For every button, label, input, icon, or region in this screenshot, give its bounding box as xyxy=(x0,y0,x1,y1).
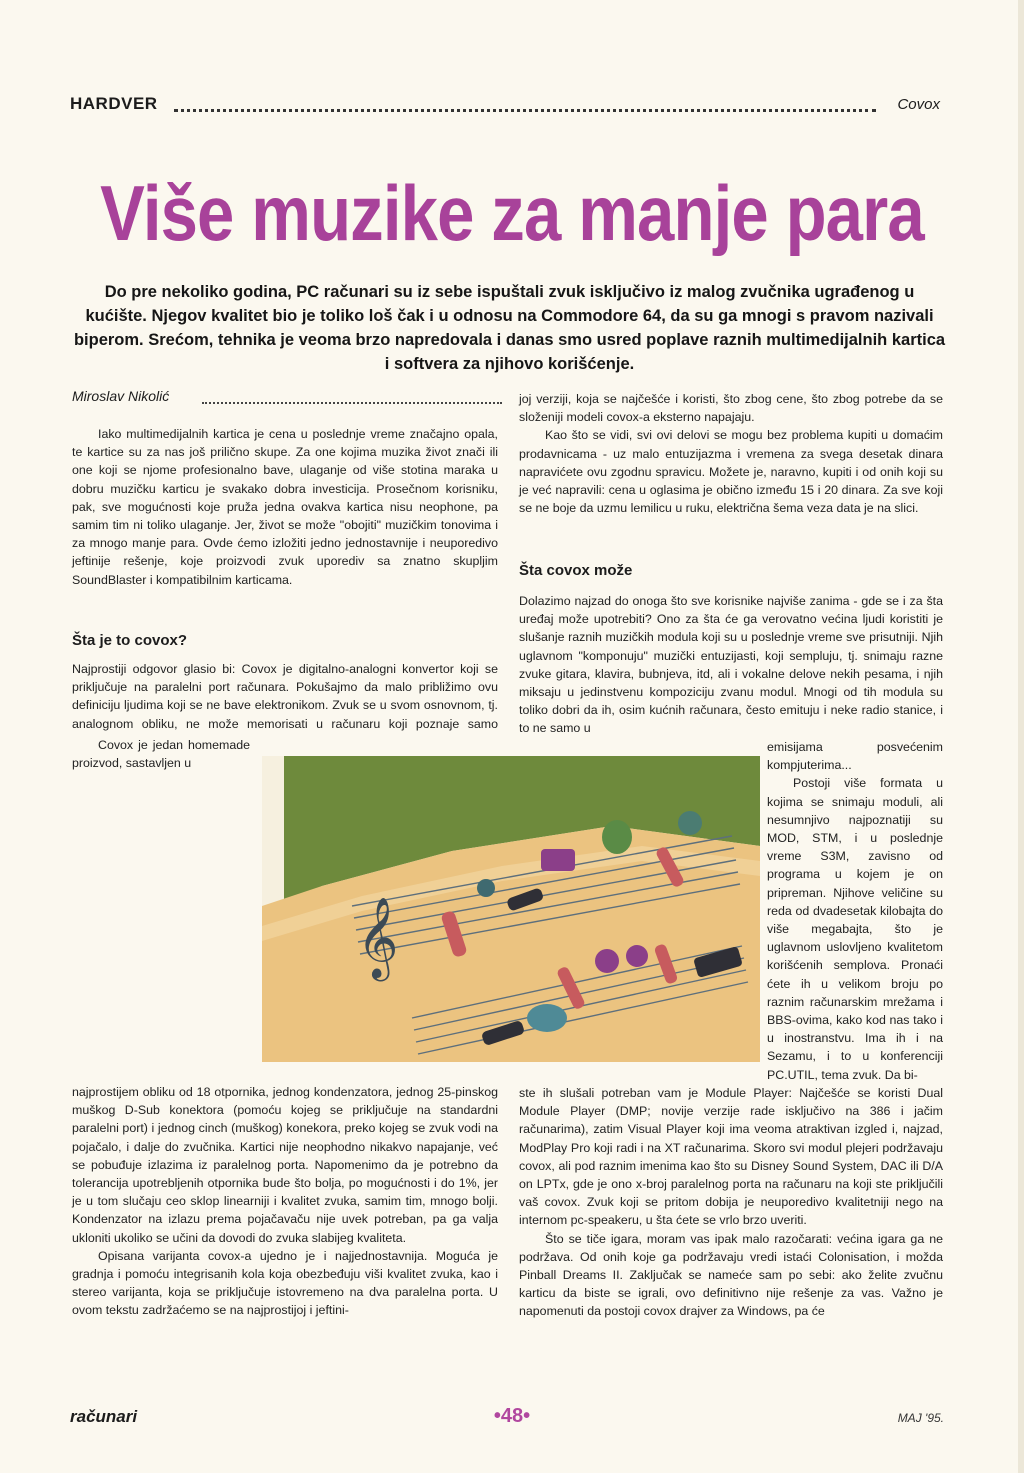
paragraph: emisijama posvećenim kompjuterima... xyxy=(767,740,943,773)
paragraph: joj verziji, koja se najčešće i koristi, što zbog cene, što zbog potrebe da se složeniji modeli covox-a eksterno napajaju. xyxy=(519,392,943,425)
paragraph: ste ih slušali potreban vam je Module Player: Najčešće se koristi Dual Module Player (DMP; novije verzije rade isključivo na 386 i jačim računarima), zatim Visual Player koji ima veoma atraktivan izgled i, najzad, ModPlay Pro koji radi i na XT računarima. Skoro svi modul plejeri podržavaju covox, ali pod raznim imenima kao što su Disney Sound System, DAC ili D/A on LPTx, gde je ono x-broj paralelnog porta na računaru na koji ste priključili vaš covox. Zvuk koji se pritom dobija je neuporedivo kvalitetniji nego na internom pc-speakeru, u šta ćete se vrlo brzo uveriti. xyxy=(519,1086,943,1228)
page-number: •48• xyxy=(493,1405,531,1427)
page-header xyxy=(70,94,940,120)
right-column-bottom xyxy=(519,1084,943,1321)
right-column-narrow xyxy=(767,738,943,1084)
paragraph: najprostijem obliku od 18 otpornika, jednog kondenzatora, jednog 25-pinskog muškog D-Sub konektora (pomoću kojeg se priključuje na standardni paralelni port) i jednog cinch (muškog) konekora, preko kojeg se zvuk vodi na pojačalo, i dalje do zvučnika. Kartici nije neophodno nikakvo napajanje, već se pobuđuje izlazima iz paralelnog porta. Napomenimo da je potrebno da tolerancija upotrebljenih otpornika bude što bolja, po mogućnosti i do 1%, jer je u tom slučaju ceo sklop linearniji i kvalitet zvuka, samim tim, mnogo bolji. Kondenzator na izlazu prema pojačavaču nije uvek potreban, pa ga valja ukloniti ukoliko se učini da dovodi do zvuka slabijeg kvaliteta. xyxy=(72,1085,498,1245)
right-column-top xyxy=(519,390,943,517)
right-column-p3 xyxy=(519,592,943,738)
left-column-intro xyxy=(72,425,498,589)
header-dotted-leader xyxy=(174,109,876,112)
article-lede: Do pre nekoliko godina, PC računari su iz sebe ispuštali zvuk isključivo iz malog zvučnika ugrađenog u kućište. Njegov kvalitet bio je toliko loš čak i u odnosu na Commodore 64, da su ga mnogi s pravom nazivali biperom. Srećom, tehnika je veoma brzo napredovala i danas smo usred poplave raznih multimedijalnih kartica i softvera za njihovo korišćenje. xyxy=(73,283,946,373)
section-label: HARDVER xyxy=(70,94,158,113)
paragraph: Najprostiji odgovor glasio bi: Covox je digitalno-analogni konvertor koji se priključuje na paralelni port računara. Pokušajmo da malo približimo ovu definiciju ljudima koji se ne bave elektronikom. Zvuk se u svom osnovnom, tj. analognom obliku, ne može memorisati u računaru koji poznaje samo xyxy=(72,662,498,731)
paragraph: Covox je jedan homemade proizvod, sastavljen u xyxy=(72,738,250,771)
section-heading-what-is-covox: Šta je to covox? xyxy=(72,632,188,649)
article-title: Više muzike za manje para xyxy=(100,169,924,257)
topic-label: Covox xyxy=(897,96,940,113)
author-name: Miroslav Nikolić xyxy=(72,388,170,404)
paragraph: Dolazimo najzad do onoga što sve korisnike najviše zanima - gde se i za šta uređaj može upotrebiti? Ono za šta će ga verovatno većina ljudi koristiti je slušanje raznih muzičkih modula koji su u poslednje vreme sve prisutniji. Njih uglavnom "komponuju" muzički entuzijasti, koji sempluju, tj. snimaju razne zvuke gitara, klavira, bubnjeva, itd, ali i vokalne delove nekih pesama, i njih miksaju u jedinstvenu kompoziciju zvanu modul. Mnogi od tih modula su toliko dobri da ih, osim kućnih računara, često emituju i neke radio stanice, i to ne samo u xyxy=(519,594,943,736)
byline xyxy=(72,388,502,410)
left-column-bottom xyxy=(72,1083,498,1320)
left-column-p1-wide xyxy=(72,660,498,733)
left-column-narrow xyxy=(72,736,250,772)
paragraph: Opisana varijanta covox-a ujedno je i najjednostavnija. Moguća je gradnja i pomoću integrisanih kola koja obezbeđuju viši kvalitet zvuka, kao i stereo varijanta, koja se priključuje istovremeno na dva paralelna porta. U ovom tekstu zadržaćemo se na najprostijoj i jeftini- xyxy=(72,1248,498,1318)
music-staff-with-electronic-components-icon xyxy=(262,756,760,1062)
svg-text:𝄞: 𝄞 xyxy=(357,896,399,978)
paragraph: Postoji više formata u kojima se snimaju moduli, ali nesumnjivo najpoznatiji su MOD, STM, i u poslednje vreme S3M, zavisno od programa u kojem je on pripreman. Njihove veličine su reda od dvadesetak kilobajta do više megabajta, što je uglavnom uslovljeno kvalitetom korišćenih semplova. Pronaći ćete ih u velikom broju po raznim računarskim mrežama i BBS-ovima, kako kod nas tako i u inostranstvu. Ima ih i na Sezamu, i to u konferenciji PC.UTIL, tema zvuk. Da bi- xyxy=(767,776,943,1082)
issue-date: MAJ '95. xyxy=(897,1411,944,1425)
page-edge xyxy=(1018,0,1024,1473)
paragraph: Kao što se vidi, svi ovi delovi se mogu bez problema kupiti u domaćim prodavnicama - uz malo entuzijazma i vremena za svega desetak dinara napravićete ovu zgodnu spravicu. Možete je, naravno, kupiti i od onih koji su je već napravili: cena u oglasima je obično između 15 i 20 dinara. Za sve koji se ne boje da uzmu lemilicu u ruku, električna šema veza data je na slici. xyxy=(519,428,943,516)
paragraph: Iako multimedijalnih kartica je cena u poslednje vreme značajno opala, te kartice su za nas još prilično skupe. Za one kojima muzika život znači ili one koji se njome profesionalno bave, ulaganje od više stotina maraka u dobru muzičku karticu je svakako dobra investicija. Prosečnom korisniku, pak, sve mogućnosti koje pruža jedna ovakva kartica nisu neophone, pa samim tim ni toliko ulaganje. Jer, život se može "obojiti" muzičkim tonovima i za mnogo manje para. Ovde ćemo izložiti jedno jednostavnije i neuporedivo jeftinije rešenje, koje proizvodi zvuk uporediv sa znatno skupljim SoundBlaster i kompatibilnim karticama. xyxy=(72,427,498,587)
section-heading-what-covox-can: Šta covox može xyxy=(519,562,633,579)
byline-dotted-leader xyxy=(202,402,502,404)
paragraph: Što se tiče igara, moram vas ipak malo razočarati: većina igara ga ne podržava. Od onih koje ga podržavaju vredi istaći Colonisation, i možda Pinball Dreams II. Zaključak se nameće sam po sebi: ako želite zvučnu karticu da biste se igrali, ovo definitivno nije rešenje za vas. Važno je napomenuti da postoji covox drajver za Windows, pa će xyxy=(519,1231,943,1319)
magazine-name: računari xyxy=(70,1407,138,1426)
